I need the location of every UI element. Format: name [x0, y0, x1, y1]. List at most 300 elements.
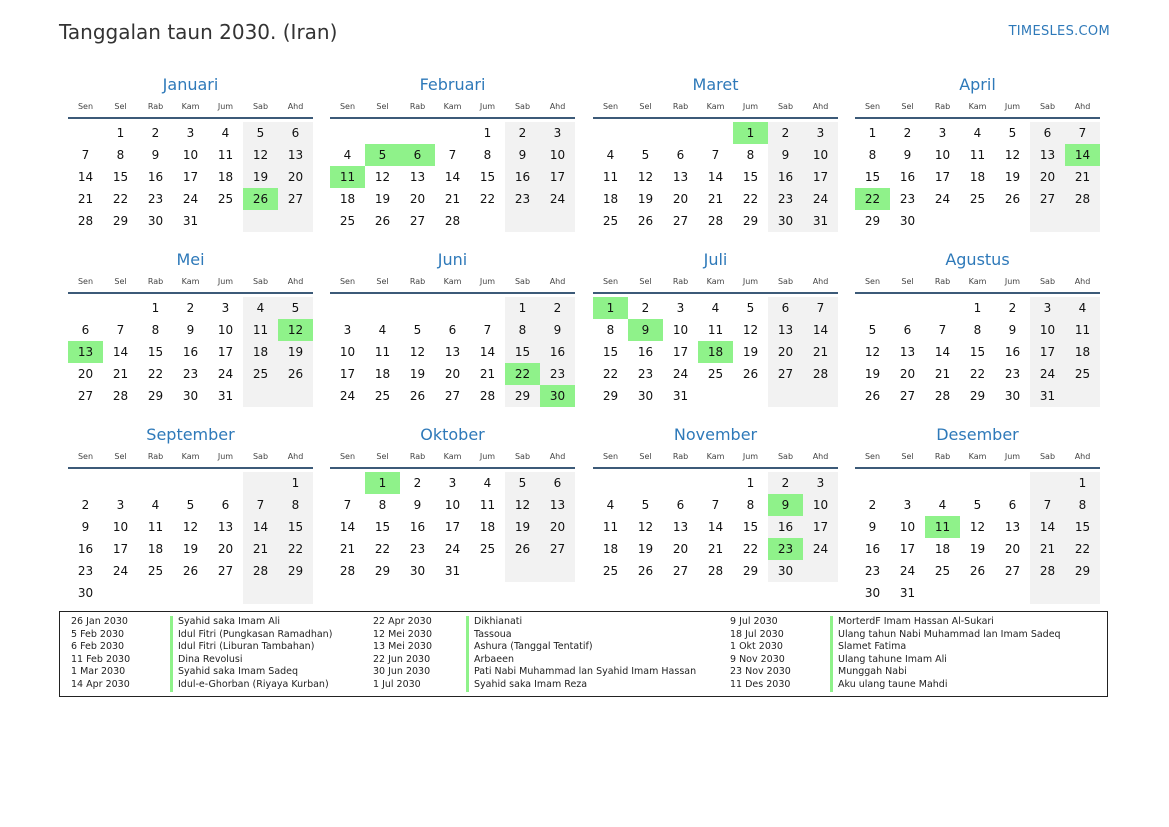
calendar-day: 5 — [641, 148, 650, 162]
calendar-day: 19 — [505, 516, 540, 538]
empty-cell — [593, 472, 628, 494]
calendar-day: 26 — [278, 363, 313, 385]
calendar-day: 26 — [742, 367, 759, 381]
holiday-name: Arbaeen — [466, 654, 514, 667]
weekday-header — [855, 272, 1100, 294]
weekday-label: Ahd — [549, 277, 566, 286]
weekday-label: Rab — [409, 452, 426, 461]
empty-cell — [243, 385, 278, 407]
holiday-date: 1 Jul 2030 — [373, 679, 421, 690]
holiday-day: 1 — [365, 472, 400, 494]
month-februari — [330, 73, 575, 232]
weekday-label: Rab — [409, 102, 426, 111]
calendar-day: 13 — [1004, 520, 1021, 534]
calendar-day: 26 — [374, 214, 391, 228]
holiday-day: 5 — [365, 144, 400, 166]
calendar-day: 8 — [378, 498, 387, 512]
calendar-day: 24 — [339, 389, 356, 403]
empty-cell — [278, 582, 313, 604]
calendar-day: 7 — [483, 323, 492, 337]
calendar-day: 19 — [864, 367, 881, 381]
empty-cell — [138, 582, 173, 604]
calendar-day: 23 — [637, 367, 654, 381]
calendar-day: 7 — [243, 494, 278, 516]
calendar-day: 19 — [969, 542, 986, 556]
calendar-day: 3 — [938, 126, 947, 140]
holiday-legend — [59, 611, 1108, 697]
holiday-entry — [71, 629, 124, 642]
weekday-header — [855, 97, 1100, 119]
weekday-header — [68, 97, 313, 119]
calendar-day: 11 — [374, 345, 391, 359]
weekday-label: Sab — [252, 102, 269, 111]
calendar-day: 8 — [116, 148, 125, 162]
calendar-day: 9 — [186, 323, 195, 337]
weekday-label: Rab — [672, 277, 689, 286]
day-grid — [68, 122, 313, 232]
calendar-day: 12 — [505, 494, 540, 516]
weekday-label: Jum — [742, 452, 759, 461]
calendar-day: 27 — [1030, 188, 1065, 210]
weekday-label: Sel — [114, 452, 127, 461]
calendar-day: 29 — [602, 389, 619, 403]
month-januari — [68, 73, 313, 232]
holiday-date: 5 Feb 2030 — [71, 628, 125, 640]
calendar-day: 1 — [278, 472, 313, 494]
weekday-label: Ahd — [812, 452, 829, 461]
calendar-day: 7 — [938, 323, 947, 337]
empty-cell — [278, 210, 313, 232]
calendar-day: 16 — [182, 345, 199, 359]
empty-cell — [698, 472, 733, 494]
calendar-day: 24 — [540, 188, 575, 210]
weekday-label: Rab — [147, 452, 164, 461]
calendar-day: 17 — [182, 170, 199, 184]
calendar-day: 25 — [479, 542, 496, 556]
calendar-day: 27 — [540, 538, 575, 560]
holiday-day: 9 — [628, 319, 663, 341]
weekday-header — [330, 447, 575, 469]
calendar-day: 18 — [602, 192, 619, 206]
calendar-day: 22 — [278, 538, 313, 560]
empty-cell — [1065, 385, 1100, 407]
weekday-label: Rab — [934, 277, 951, 286]
month-november — [593, 423, 838, 582]
weekday-label: Sab — [252, 277, 269, 286]
calendar-day: 9 — [903, 148, 912, 162]
calendar-day: 16 — [540, 341, 575, 363]
day-grid — [855, 122, 1100, 232]
month-mei — [68, 248, 313, 407]
day-grid — [593, 297, 838, 407]
calendar-day: 18 — [969, 170, 986, 184]
holiday-entry — [730, 641, 783, 654]
calendar-day: 11 — [1065, 319, 1100, 341]
empty-cell — [803, 560, 838, 582]
calendar-day: 5 — [973, 498, 982, 512]
weekday-label: Sab — [514, 277, 531, 286]
weekday-label: Sel — [901, 452, 914, 461]
calendar-day: 13 — [768, 319, 803, 341]
calendar-day: 15 — [1065, 516, 1100, 538]
holiday-name: Ulang tahune Imam Ali — [830, 654, 947, 667]
calendar-day: 16 — [1004, 345, 1021, 359]
calendar-day: 4 — [378, 323, 387, 337]
weekday-label: Jum — [1004, 277, 1021, 286]
weekday-label: Rab — [672, 102, 689, 111]
holiday-date: 11 Feb 2030 — [71, 653, 131, 665]
month-name: Agustus — [945, 250, 1010, 269]
calendar-day: 29 — [374, 564, 391, 578]
empty-cell — [278, 385, 313, 407]
empty-cell — [698, 122, 733, 144]
holiday-date: 12 Mei 2030 — [373, 628, 432, 640]
holiday-entry — [730, 654, 785, 667]
calendar-day: 10 — [899, 520, 916, 534]
weekday-label: Rab — [409, 277, 426, 286]
site-link[interactable]: TIMESLES.COM — [1008, 24, 1110, 39]
calendar-day: 21 — [479, 367, 496, 381]
weekday-label: Sel — [376, 452, 389, 461]
calendar-day: 23 — [864, 564, 881, 578]
empty-cell — [960, 582, 995, 604]
empty-cell — [628, 122, 663, 144]
calendar-day: 30 — [77, 586, 94, 600]
calendar-day: 8 — [278, 494, 313, 516]
calendar-day: 23 — [1004, 367, 1021, 381]
holiday-date: 9 Jul 2030 — [730, 616, 778, 627]
empty-cell — [663, 122, 698, 144]
calendar-day: 26 — [182, 564, 199, 578]
month-name: September — [146, 425, 235, 444]
weekday-label: Kam — [968, 277, 987, 286]
calendar-day: 10 — [112, 520, 129, 534]
calendar-day: 3 — [186, 126, 195, 140]
calendar-day: 8 — [868, 148, 877, 162]
calendar-day: 14 — [707, 170, 724, 184]
calendar-day: 18 — [339, 192, 356, 206]
month-name: Desember — [936, 425, 1019, 444]
calendar-day: 16 — [77, 542, 94, 556]
calendar-day: 20 — [672, 192, 689, 206]
calendar-day: 24 — [1030, 363, 1065, 385]
day-grid — [68, 297, 313, 407]
calendar-day: 22 — [969, 367, 986, 381]
day-grid — [330, 122, 575, 232]
weekday-label: Jum — [742, 277, 759, 286]
month-juli — [593, 248, 838, 407]
empty-cell — [243, 210, 278, 232]
weekday-header — [330, 97, 575, 119]
calendar-day: 6 — [903, 323, 912, 337]
empty-cell — [470, 560, 505, 582]
weekday-label: Rab — [147, 277, 164, 286]
calendar-day: 4 — [343, 148, 352, 162]
holiday-date: 13 Mei 2030 — [373, 641, 432, 653]
calendar-day: 14 — [803, 319, 838, 341]
calendar-day: 23 — [899, 192, 916, 206]
calendar-day: 28 — [77, 214, 94, 228]
calendar-day: 3 — [803, 122, 838, 144]
calendar-day: 28 — [243, 560, 278, 582]
empty-cell — [540, 210, 575, 232]
calendar-day: 26 — [637, 214, 654, 228]
weekday-label: Kam — [181, 452, 200, 461]
calendar-day: 22 — [112, 192, 129, 206]
weekday-label: Ahd — [1074, 277, 1091, 286]
calendar-day: 5 — [641, 498, 650, 512]
calendar-day: 14 — [77, 170, 94, 184]
calendar-day: 25 — [147, 564, 164, 578]
weekday-label: Sab — [1039, 452, 1056, 461]
calendar-day: 26 — [1004, 192, 1021, 206]
calendar-day: 12 — [409, 345, 426, 359]
calendar-day: 21 — [77, 192, 94, 206]
calendar-day: 15 — [374, 520, 391, 534]
calendar-day: 27 — [444, 389, 461, 403]
weekday-label: Sel — [114, 102, 127, 111]
weekday-header — [593, 272, 838, 294]
calendar-day: 14 — [444, 170, 461, 184]
calendar-day: 31 — [182, 214, 199, 228]
empty-cell — [68, 472, 103, 494]
weekday-label: Sab — [252, 452, 269, 461]
empty-cell — [890, 472, 925, 494]
empty-cell — [208, 210, 243, 232]
weekday-label: Jum — [1004, 452, 1021, 461]
holiday-date: 11 Des 2030 — [730, 679, 791, 690]
weekday-label: Sel — [639, 452, 652, 461]
day-grid — [593, 122, 838, 232]
calendar-day: 24 — [217, 367, 234, 381]
calendar-day: 21 — [339, 542, 356, 556]
calendar-day: 17 — [444, 520, 461, 534]
calendar-day: 10 — [540, 144, 575, 166]
calendar-day: 13 — [672, 170, 689, 184]
holiday-date: 1 Okt 2030 — [730, 641, 783, 653]
weekday-label: Rab — [147, 102, 164, 111]
holiday-day: 14 — [1065, 144, 1100, 166]
calendar-day: 10 — [339, 345, 356, 359]
empty-cell — [890, 297, 925, 319]
calendar-day: 8 — [606, 323, 615, 337]
holiday-day: 12 — [278, 319, 313, 341]
calendar-day: 15 — [505, 341, 540, 363]
empty-cell — [138, 472, 173, 494]
month-name: November — [673, 425, 758, 444]
holiday-name: Tassoua — [466, 629, 512, 642]
holiday-name: Syahid saka Imam Ali — [170, 616, 280, 629]
holiday-name: Syahid saka Imam Sadeq — [170, 666, 298, 679]
calendar-day: 4 — [606, 498, 615, 512]
calendar-day: 29 — [505, 385, 540, 407]
calendar-day: 7 — [343, 498, 352, 512]
weekday-label: Sen — [77, 452, 94, 461]
month-oktober — [330, 423, 575, 582]
calendar-day: 18 — [602, 542, 619, 556]
calendar-day: 22 — [147, 367, 164, 381]
calendar-day: 6 — [1008, 498, 1017, 512]
holiday-date: 22 Apr 2030 — [373, 616, 432, 627]
calendar-day: 22 — [602, 367, 619, 381]
weekday-label: Ahd — [287, 102, 304, 111]
weekday-header — [593, 447, 838, 469]
calendar-day: 12 — [1004, 148, 1021, 162]
calendar-day: 7 — [81, 148, 90, 162]
holiday-day: 11 — [925, 516, 960, 538]
empty-cell — [103, 582, 138, 604]
holiday-day: 9 — [768, 494, 803, 516]
calendar-day: 26 — [409, 389, 426, 403]
calendar-day: 25 — [339, 214, 356, 228]
weekday-label: Ahd — [812, 277, 829, 286]
calendar-day: 17 — [112, 542, 129, 556]
calendar-day: 23 — [182, 367, 199, 381]
calendar-day: 31 — [672, 389, 689, 403]
calendar-day: 3 — [221, 301, 230, 315]
weekday-label: Sab — [1039, 277, 1056, 286]
calendar-day: 26 — [864, 389, 881, 403]
weekday-label: Sen — [864, 102, 881, 111]
weekday-label: Sel — [639, 277, 652, 286]
calendar-day: 2 — [505, 122, 540, 144]
holiday-name: Ulang tahun Nabi Muhammad lan Imam Sadeq — [830, 629, 1061, 642]
holiday-name: Pati Nabi Muhammad lan Syahid Imam Hassan — [466, 666, 696, 679]
calendar-day: 2 — [540, 297, 575, 319]
calendar-day: 14 — [339, 520, 356, 534]
calendar-day: 17 — [803, 516, 838, 538]
calendar-day: 4 — [243, 297, 278, 319]
holiday-date: 14 Apr 2030 — [71, 679, 130, 690]
empty-cell — [243, 472, 278, 494]
calendar-day: 19 — [278, 341, 313, 363]
calendar-day: 18 — [217, 170, 234, 184]
calendar-day: 23 — [77, 564, 94, 578]
empty-cell — [435, 297, 470, 319]
empty-cell — [1030, 210, 1065, 232]
calendar-day: 13 — [409, 170, 426, 184]
holiday-day: 22 — [855, 188, 890, 210]
calendar-day: 11 — [602, 170, 619, 184]
calendar-day: 12 — [374, 170, 391, 184]
calendar-day: 2 — [413, 476, 422, 490]
calendar-day: 24 — [182, 192, 199, 206]
calendar-day: 1 — [973, 301, 982, 315]
empty-cell — [103, 472, 138, 494]
weekday-label: Kam — [443, 102, 462, 111]
calendar-day: 15 — [278, 516, 313, 538]
calendar-day: 31 — [444, 564, 461, 578]
calendar-day: 1 — [1065, 472, 1100, 494]
calendar-day: 1 — [868, 126, 877, 140]
calendar-day: 10 — [182, 148, 199, 162]
weekday-label: Sen — [339, 452, 356, 461]
empty-cell — [995, 210, 1030, 232]
weekday-label: Sen — [339, 277, 356, 286]
calendar-day: 29 — [278, 560, 313, 582]
calendar-day: 31 — [803, 210, 838, 232]
calendar-day: 26 — [505, 538, 540, 560]
calendar-day: 15 — [147, 345, 164, 359]
calendar-day: 5 — [505, 472, 540, 494]
calendar-day: 21 — [112, 367, 129, 381]
calendar-day: 11 — [243, 319, 278, 341]
calendar-day: 13 — [444, 345, 461, 359]
weekday-label: Sel — [639, 102, 652, 111]
calendar-day: 11 — [969, 148, 986, 162]
weekday-label: Sab — [777, 452, 794, 461]
calendar-day: 20 — [768, 341, 803, 363]
empty-cell — [960, 472, 995, 494]
calendar-day: 12 — [742, 323, 759, 337]
calendar-day: 27 — [768, 363, 803, 385]
calendar-day: 15 — [969, 345, 986, 359]
calendar-day: 12 — [637, 170, 654, 184]
empty-cell — [925, 210, 960, 232]
calendar-day: 30 — [1004, 389, 1021, 403]
calendar-day: 3 — [676, 301, 685, 315]
calendar-day: 28 — [803, 363, 838, 385]
calendar-day: 7 — [448, 148, 457, 162]
calendar-day: 14 — [1030, 516, 1065, 538]
calendar-day: 20 — [540, 516, 575, 538]
calendar-day: 6 — [448, 323, 457, 337]
calendar-day: 3 — [1030, 297, 1065, 319]
empty-cell — [103, 297, 138, 319]
calendar-day: 10 — [803, 144, 838, 166]
calendar-day: 3 — [343, 323, 352, 337]
calendar-day: 15 — [112, 170, 129, 184]
holiday-entry — [373, 629, 432, 642]
calendar-day: 24 — [112, 564, 129, 578]
empty-cell — [243, 582, 278, 604]
calendar-day: 18 — [243, 341, 278, 363]
weekday-label: Jum — [217, 452, 234, 461]
empty-cell — [68, 122, 103, 144]
day-grid — [855, 472, 1100, 604]
calendar-day: 6 — [1030, 122, 1065, 144]
calendar-day: 30 — [147, 214, 164, 228]
empty-cell — [1065, 582, 1100, 604]
calendar-day: 21 — [707, 192, 724, 206]
calendar-day: 31 — [217, 389, 234, 403]
calendar-day: 29 — [147, 389, 164, 403]
calendar-day: 3 — [903, 498, 912, 512]
calendar-day: 12 — [969, 520, 986, 534]
calendar-day: 13 — [278, 144, 313, 166]
calendar-day: 30 — [899, 214, 916, 228]
holiday-day: 26 — [243, 188, 278, 210]
calendar-day: 28 — [707, 214, 724, 228]
calendar-day: 20 — [1030, 166, 1065, 188]
holiday-day: 30 — [540, 385, 575, 407]
calendar-day: 4 — [711, 301, 720, 315]
calendar-day: 27 — [217, 564, 234, 578]
holiday-name: Munggah Nabi — [830, 666, 907, 679]
weekday-header — [593, 97, 838, 119]
weekday-label: Sel — [901, 102, 914, 111]
calendar-day: 19 — [243, 166, 278, 188]
weekday-label: Jum — [217, 277, 234, 286]
month-desember — [855, 423, 1100, 604]
calendar-day: 10 — [934, 148, 951, 162]
empty-cell — [1065, 210, 1100, 232]
calendar-day: 4 — [483, 476, 492, 490]
calendar-day: 23 — [505, 188, 540, 210]
calendar-day: 12 — [243, 144, 278, 166]
calendar-day: 21 — [934, 367, 951, 381]
calendar-day: 7 — [711, 498, 720, 512]
